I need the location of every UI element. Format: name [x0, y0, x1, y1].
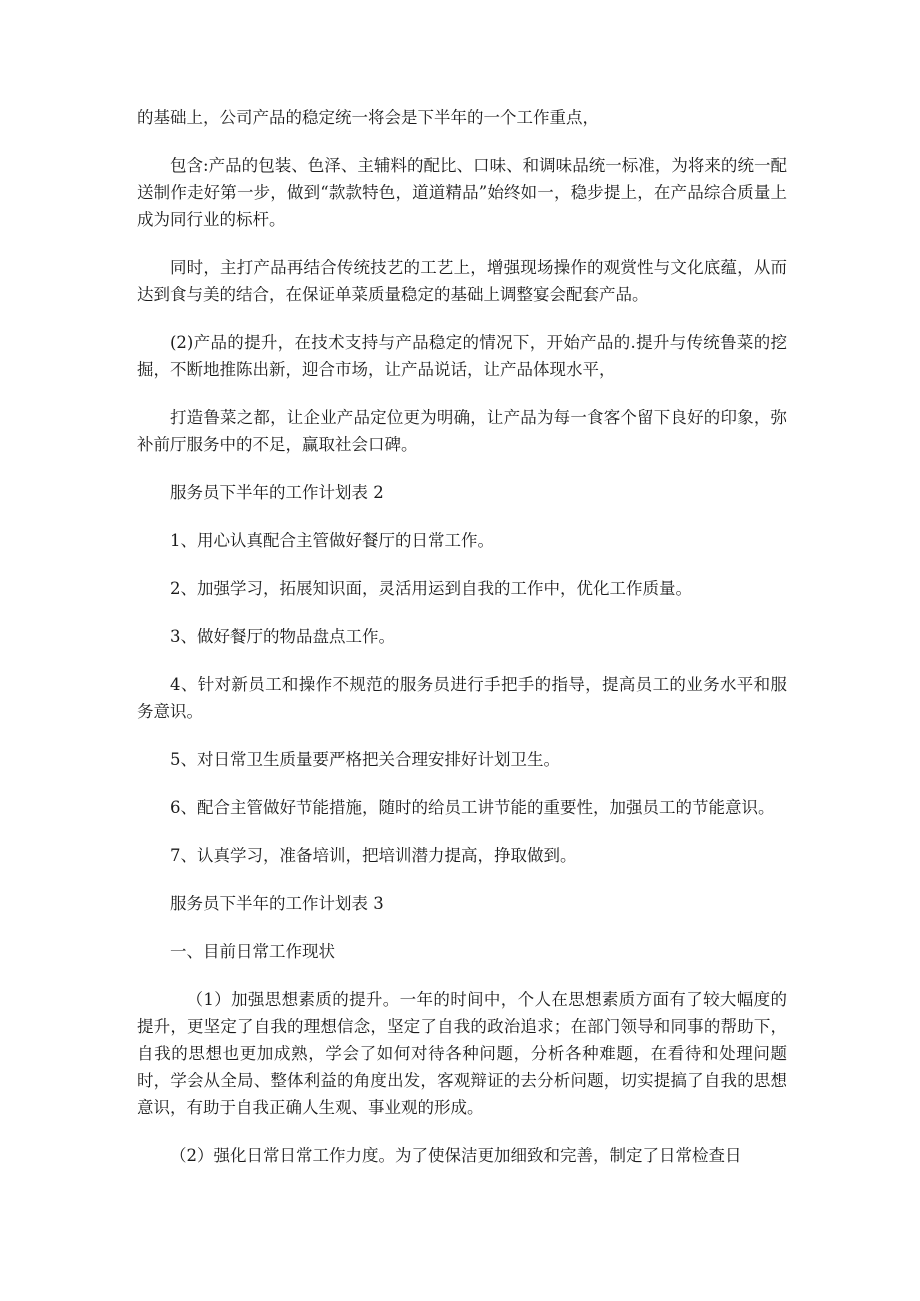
paragraph-ideology-improvement: （1）加强思想素质的提升。一年的时间中，个人在思想素质方面有了较大幅度的提升，更坚定了自我的理想信念，坚定了自我的政治追求；在部门领导和同事的帮助下，自我的思想也更加成熟，学会了如何对待各种问题，分析各种难题，在看待和处理问题时，学会从全局、整体利益的角度出发，客观辩证的去分析问题，切实提搞了自我的思想意识，有助于自我正确人生观、事业观的形成。: [137, 990, 787, 1117]
list-item: 6、配合主管做好节能措施，随时的给员工讲节能的重要性，加强员工的节能意识。: [170, 798, 775, 817]
subheading-current-status: 一、目前日常工作现状: [170, 942, 335, 961]
section-heading-plan-2: 服务员下半年的工作计划表 2: [170, 483, 384, 502]
list-item: 3、做好餐厅的物品盘点工作。: [170, 627, 395, 646]
paragraph-product-improvement: (2)产品的提升，在技术支持与产品稳定的情况下，开始产品的.提升与传统鲁菜的挖掘，不断地推陈出新，迎合市场，让产品说话，让产品体现水平，: [137, 333, 787, 379]
list-item: 5、对日常卫生质量要严格把关合理安排好计划卫生。: [170, 750, 560, 769]
list-item: 1、用心认真配合主管做好餐厅的日常工作。: [170, 531, 494, 550]
paragraph-traditional-craft: 同时，主打产品再结合传统技艺的工艺上，增强现场操作的观赏性与文化底蕴，从而达到食与美的结合，在保证单菜质量稳定的基础上调整宴会配套产品。: [137, 258, 787, 304]
list-item: 4、针对新员工和操作不规范的服务员进行手把手的指导，提高员工的业务水平和服务意识。: [137, 675, 787, 721]
list-item: 2、加强学习，拓展知识面，灵活用运到自我的工作中，优化工作质量。: [170, 579, 692, 598]
paragraph-daily-work: （2）强化日常日常工作力度。为了使保洁更加细致和完善，制定了日常检查日: [170, 1146, 742, 1165]
document-body: [137, 104, 787, 1190]
section-heading-plan-3: 服务员下半年的工作计划表 3: [170, 894, 384, 913]
paragraph-continuation: 的基础上，公司产品的稳定统一将会是下半年的一个工作重点，: [137, 108, 599, 127]
list-item: 7、认真学习，准备培训，把培训潜力提高，挣取做到。: [170, 846, 577, 865]
paragraph-lu-cuisine-capital: 打造鲁菜之都，让企业产品定位更为明确，让产品为每一食客个留下良好的印象，弥补前厅服务中的不足，赢取社会口碑。: [137, 408, 787, 454]
paragraph-product-standards: 包含:产品的包装、色泽、主辅料的配比、口味、和调味品统一标准，为将来的统一配送制作走好第一步，做到“款款特色，道道精品”始终如一，稳步提上，在产品综合质量上成为同行业的标杆。: [137, 156, 787, 229]
